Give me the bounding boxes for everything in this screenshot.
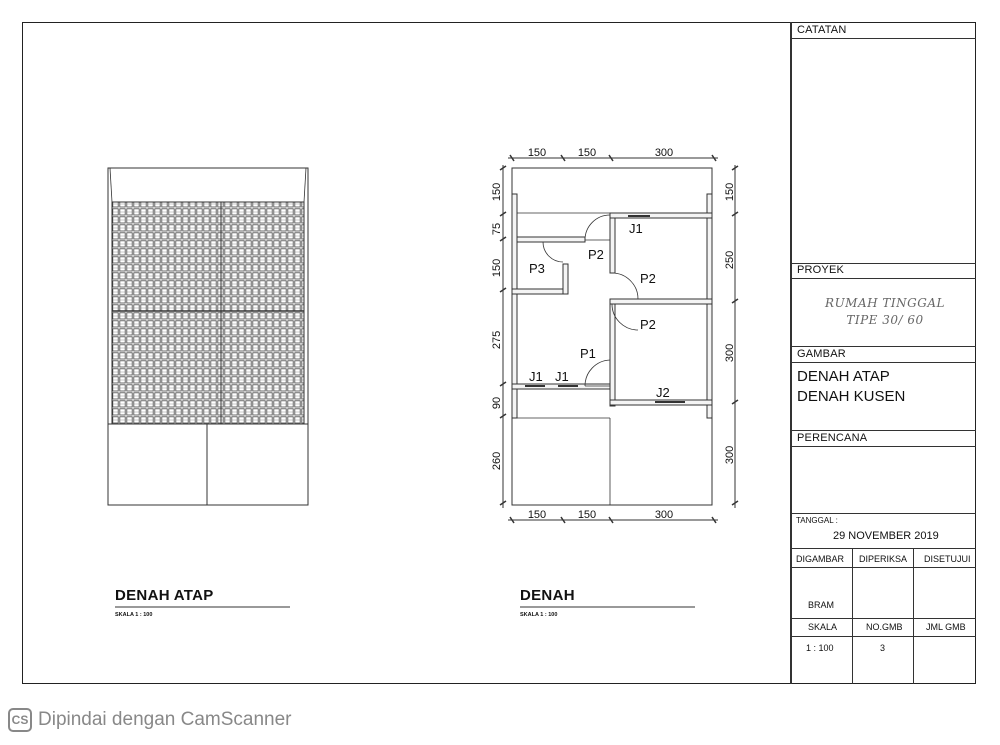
camscanner-text: Dipindai dengan CamScanner xyxy=(38,709,292,730)
roof-plan-scale: SKALA 1 : 100 xyxy=(115,612,153,618)
digambar-value: BRAM xyxy=(808,600,835,610)
label-j1-mid: J1 xyxy=(555,369,569,384)
door-swing-p1 xyxy=(585,360,610,386)
gambar-line1: DENAH ATAP xyxy=(797,368,890,385)
label-j2: J2 xyxy=(656,385,670,400)
wall-middle-lower xyxy=(610,304,615,406)
roof-plan-title: DENAH ATAP xyxy=(115,587,214,604)
dim-left-5: 90 xyxy=(491,396,503,410)
tanggal-label: TANGGAL : xyxy=(796,516,838,525)
dim-bottom-3: 300 xyxy=(654,509,674,521)
dim-right-4: 300 xyxy=(724,445,736,465)
skala-header: SKALA xyxy=(808,622,838,632)
label-p2-b: P2 xyxy=(640,271,656,286)
wall-middle-upper xyxy=(610,213,615,273)
dim-left-6: 260 xyxy=(491,451,503,471)
label-p2-c: P2 xyxy=(640,317,656,332)
door-swing-p3 xyxy=(543,242,563,262)
perencana-label: PERENCANA xyxy=(797,432,868,444)
door-swing-p2-b xyxy=(612,273,638,299)
tanggal-value: 29 NOVEMBER 2019 xyxy=(833,530,939,542)
digambar-header: DIGAMBAR xyxy=(796,554,845,564)
wall-bath-top xyxy=(517,237,585,242)
dim-right-1: 150 xyxy=(724,182,736,202)
wall-bath-side xyxy=(563,264,568,294)
dim-bottom-1: 150 xyxy=(527,509,547,521)
label-j1-top: J1 xyxy=(629,221,643,236)
wall-top-room xyxy=(610,213,712,218)
dim-ticks xyxy=(500,155,738,523)
skala-value: 1 : 100 xyxy=(806,643,834,653)
label-p2-a: P2 xyxy=(588,247,604,262)
wall-bath-bottom xyxy=(512,289,568,294)
dim-right-2: 250 xyxy=(724,250,736,270)
diperiksa-header: DIPERIKSA xyxy=(859,554,908,564)
dim-left-3: 150 xyxy=(491,258,503,278)
dim-top-2: 150 xyxy=(577,147,597,159)
disetujui-header: DISETUJUI xyxy=(924,554,971,564)
dim-left-4: 275 xyxy=(491,330,503,350)
dim-bottom-2: 150 xyxy=(577,509,597,521)
dim-right-3: 300 xyxy=(724,343,736,363)
dim-left-1: 150 xyxy=(491,182,503,202)
jmlgmb-header: JML GMB xyxy=(926,622,966,632)
proyek-value-line1: RUMAH TINGGAL xyxy=(825,296,945,310)
wall-room-divider xyxy=(610,299,712,304)
camscanner-logo: CS xyxy=(8,708,32,732)
dim-left-2: 75 xyxy=(491,222,503,236)
label-j1-left: J1 xyxy=(529,369,543,384)
floor-plan-scale: SKALA 1 : 100 xyxy=(520,612,558,618)
door-swing-p2-a xyxy=(585,215,610,240)
floor-plan-title: DENAH xyxy=(520,587,575,604)
proyek-label: PROYEK xyxy=(797,264,845,276)
camscanner-footer xyxy=(8,708,292,732)
nogmb-header: NO.GMB xyxy=(866,622,903,632)
door-swing-p2-c xyxy=(612,304,638,330)
wall-right xyxy=(707,194,712,418)
label-p1: P1 xyxy=(580,346,596,361)
gambar-label: GAMBAR xyxy=(797,348,846,360)
label-p3: P3 xyxy=(529,261,545,276)
gambar-line2: DENAH KUSEN xyxy=(797,388,906,405)
nogmb-value: 3 xyxy=(880,643,886,653)
proyek-value-line2: TIPE 30/ 60 xyxy=(846,313,924,327)
catatan-label: CATATAN xyxy=(797,24,847,36)
dim-top-1: 150 xyxy=(527,147,547,159)
dim-top-3: 300 xyxy=(654,147,674,159)
